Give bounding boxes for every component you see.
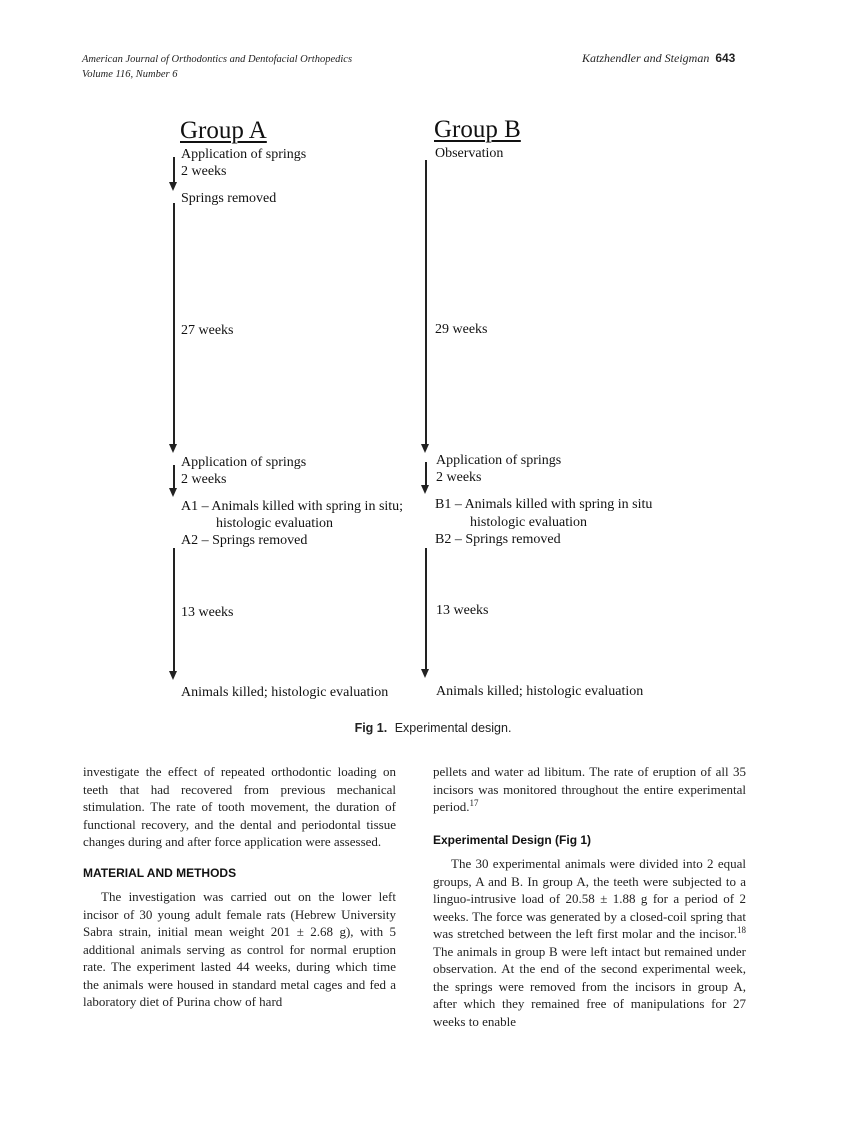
group-a-arrow-3 [173, 465, 175, 489]
group-a-step1-label: Application of springs [181, 147, 307, 162]
journal-volume: Volume 116, Number 6 [82, 69, 178, 80]
arrow-down-icon [421, 669, 429, 678]
authors: Katzhendler and Steigman [582, 51, 710, 65]
journal-title: American Journal of Orthodontics and Dentofacial Orthopedics [82, 54, 353, 65]
arrow-down-icon [169, 671, 177, 680]
group-b-step3-duration: 29 weeks [435, 322, 488, 337]
design-paragraph [433, 855, 746, 1030]
arrow-down-icon [169, 488, 177, 497]
continued-paragraph [433, 763, 746, 816]
group-b-step4-duration: 2 weeks [436, 470, 482, 485]
group-a-arrow-1 [173, 157, 175, 183]
group-a-arrow-2 [173, 203, 175, 445]
body-right-column [433, 763, 746, 1030]
group-b-arrow-3 [425, 548, 427, 670]
subsection-heading-experimental-design: Experimental Design (Fig 1) [433, 832, 592, 847]
group-a-step4-duration: 2 weeks [181, 472, 227, 487]
group-b-b1-line2: histologic evaluation [470, 515, 588, 530]
group-b-step4-label: Application of springs [436, 453, 562, 468]
group-b-title: Group B [434, 116, 521, 143]
group-a-step2-label: Springs removed [181, 191, 277, 206]
group-a-step5-duration: 13 weeks [181, 605, 234, 620]
figure-caption-label: Fig 1. [354, 721, 388, 735]
group-a-step1-duration: 2 weeks [181, 164, 227, 179]
group-a-step3-duration: 27 weeks [181, 323, 234, 338]
group-a-a1-line1: A1 – Animals killed with spring in situ; [181, 499, 404, 514]
group-b-step5-duration: 13 weeks [436, 603, 489, 618]
design-paragraph-part1: The 30 experimental animals were divided into 2 equal groups, A and B. In group A, the teeth were subjected to a linguo-intrusive load of 20.58 ± 1.88 g for a period of 2 weeks. The force was generated by a closed-coil spring that was stretched between the left first molar and the incisor. [433, 856, 746, 941]
group-b-step1-label: Observation [435, 146, 504, 161]
reference-18: 18 [737, 925, 746, 935]
arrow-down-icon [169, 444, 177, 453]
group-a-step4-label: Application of springs [181, 455, 307, 470]
design-paragraph-part2: The animals in group B were left intact but remained under observation. At the end of the second experimental week, the springs were removed from the incisors in group A, after which they remained free of manipulations for 27 weeks to enable [433, 943, 746, 1029]
group-b-final-label: Animals killed; histologic evaluation [436, 684, 644, 699]
arrow-down-icon [421, 444, 429, 453]
group-a-title: Group A [180, 117, 267, 144]
group-b-b1-line1: B1 – Animals killed with spring in situ [435, 497, 653, 512]
group-b-arrow-1 [425, 160, 427, 445]
methods-paragraph: The investigation was carried out on the lower left incisor of 30 young adult female rats (Hebrew University Sabra strain, initial mean weight 201 ± 2.68 g), with 5 additional animals serving as control for normal eruption rate. The experiment lasted 44 weeks, during which time the animals were housed in standard metal cages and fed a laboratory diet of Purina chow of hard [83, 889, 396, 1009]
intro-paragraph: investigate the effect of repeated orthodontic loading on teeth that had recovered from previous mechanical stimulation. The rate of tooth movement, the duration of functional recovery, and the dental and periodontal tissue changes during and after force application were assessed. [83, 764, 396, 849]
body-left-column [83, 763, 396, 1011]
arrow-down-icon [169, 182, 177, 191]
group-a-final-label: Animals killed; histologic evaluation [181, 685, 389, 700]
group-a-a2-label: A2 – Springs removed [181, 533, 308, 548]
continued-paragraph-text: pellets and water ad libitum. The rate of eruption of all 35 incisors was monitored throughout the entire experimental period. [433, 764, 746, 814]
group-b-arrow-2 [425, 462, 427, 486]
group-a-a1-line2: histologic evaluation [216, 516, 334, 531]
reference-17: 17 [469, 798, 479, 808]
section-heading-material-methods: MATERIAL AND METHODS [83, 865, 237, 880]
group-b-b2-label: B2 – Springs removed [435, 532, 561, 547]
figure-caption-text: Experimental design. [394, 721, 512, 735]
figure-caption [0, 721, 866, 735]
page-number: 643 [715, 51, 736, 65]
group-a-arrow-4 [173, 548, 175, 672]
arrow-down-icon [421, 485, 429, 494]
